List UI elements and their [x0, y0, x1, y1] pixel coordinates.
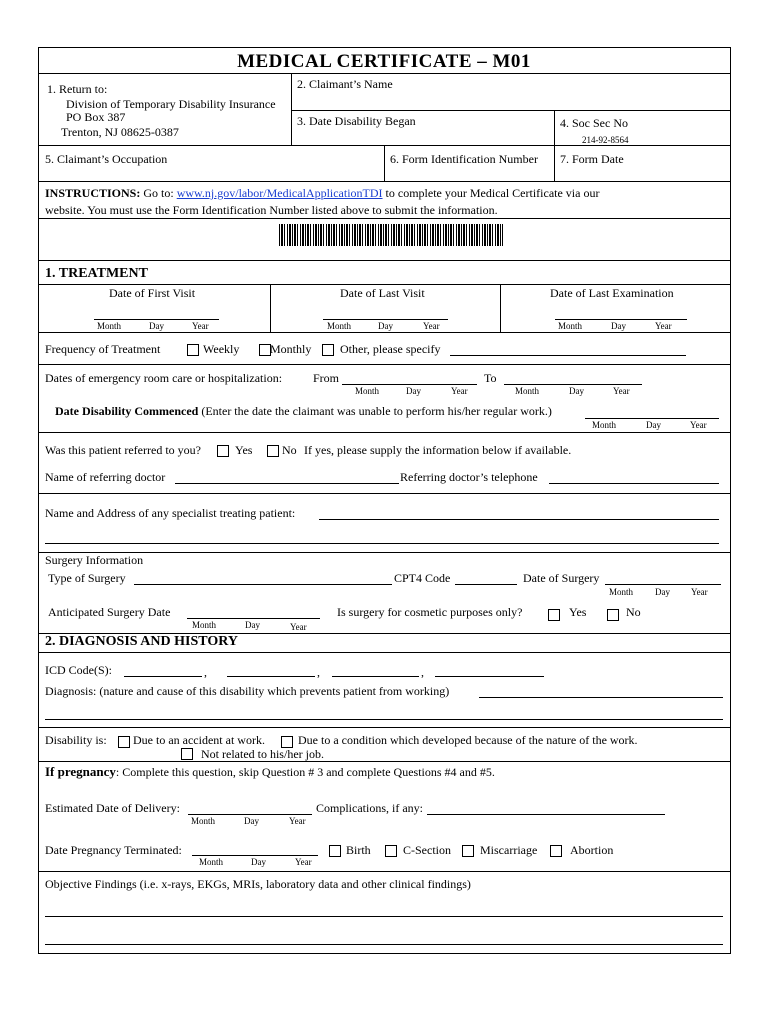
csection-label: C-Section: [403, 843, 451, 857]
miscarriage-checkbox[interactable]: [462, 845, 474, 857]
er-to-input[interactable]: [504, 384, 642, 385]
referred-yes-checkbox[interactable]: [217, 445, 229, 457]
other-label: Other, please specify: [340, 342, 441, 356]
pregnancy-text: [45, 764, 495, 780]
objective-findings-line-2[interactable]: [45, 944, 723, 945]
diagnosis-input-line-2[interactable]: [45, 719, 723, 720]
cpt4-input[interactable]: [455, 584, 517, 585]
date-part-label: Month: [515, 386, 540, 396]
surgery-type-input[interactable]: [134, 584, 392, 585]
date-part-label: Month: [609, 587, 634, 597]
return-to-line-2: PO Box 387: [66, 110, 126, 124]
cosmetic-no-checkbox[interactable]: [607, 609, 619, 621]
disability-is-label: Disability is:: [45, 733, 107, 747]
date-part-label: Month: [199, 857, 224, 867]
er-label: Dates of emergency room care or hospitalization:: [45, 371, 283, 385]
date-part-label: Month: [192, 620, 217, 630]
objective-findings-line-1[interactable]: [45, 916, 723, 917]
delivery-label: Estimated Date of Delivery:: [45, 801, 180, 815]
form-barcode: [279, 224, 503, 246]
date-disability-began-field[interactable]: 3. Date Disability Began: [297, 114, 416, 128]
surgery-date-label: Date of Surgery: [523, 571, 600, 585]
instructions-goto: Go to:: [140, 186, 177, 200]
icd-input-4[interactable]: [435, 676, 544, 677]
er-from-label: From: [313, 371, 340, 385]
er-from-input[interactable]: [342, 384, 477, 385]
anticipated-label: Anticipated Surgery Date: [48, 605, 171, 619]
icd-comma: ,: [317, 665, 320, 679]
date-part-label: Day: [569, 386, 584, 396]
pregnancy-label: If pregnancy: [45, 764, 116, 779]
date-part-label: Day: [611, 321, 626, 331]
abortion-label: Abortion: [570, 843, 614, 857]
referring-phone-input[interactable]: [549, 483, 719, 484]
instructions-line-2: website. You must use the Form Identification Number listed above to submit the information.: [45, 203, 498, 217]
referred-yes-label: Yes: [235, 443, 253, 457]
date-part-label: Year: [290, 622, 307, 632]
csection-checkbox[interactable]: [385, 845, 397, 857]
icd-comma: ,: [204, 665, 207, 679]
abortion-checkbox[interactable]: [550, 845, 562, 857]
last-visit-input[interactable]: [323, 319, 448, 320]
date-part-label: Month: [97, 321, 122, 331]
miscarriage-label: Miscarriage: [480, 843, 538, 857]
icd-label: ICD Code(S):: [45, 663, 112, 677]
date-part-label: Year: [691, 587, 708, 597]
delivery-input[interactable]: [188, 814, 312, 815]
pregnancy-note: : Complete this question, skip Question # 3 and complete Questions #4 and #5.: [115, 765, 495, 779]
cosmetic-no-label: No: [626, 605, 641, 619]
icd-comma: ,: [421, 665, 424, 679]
date-part-label: Month: [327, 321, 352, 331]
referred-question: Was this patient referred to you?: [45, 443, 201, 457]
specialist-input-line-2[interactable]: [45, 543, 719, 544]
er-to-label: To: [484, 371, 497, 385]
commenced-text: [55, 404, 552, 419]
referring-doctor-label: Name of referring doctor: [45, 470, 166, 484]
terminated-label: Date Pregnancy Terminated:: [45, 843, 182, 857]
occupation-field[interactable]: 5. Claimant’s Occupation: [45, 152, 168, 166]
date-part-label: Day: [655, 587, 670, 597]
treatment-heading: 1. TREATMENT: [45, 266, 148, 281]
referring-phone-label: Referring doctor’s telephone: [400, 470, 538, 484]
anticipated-input[interactable]: [187, 618, 320, 619]
instructions-after: to complete your Medical Certificate via our: [382, 186, 600, 200]
other-specify-input[interactable]: [450, 355, 686, 356]
birth-label: Birth: [346, 843, 371, 857]
frequency-label: Frequency of Treatment: [45, 342, 161, 356]
weekly-checkbox[interactable]: [187, 344, 199, 356]
monthly-label: Monthly: [270, 342, 312, 356]
date-part-label: Year: [655, 321, 672, 331]
date-part-label: Year: [690, 420, 707, 430]
claimant-name-field[interactable]: 2. Claimant’s Name: [297, 77, 393, 91]
date-part-label: Year: [192, 321, 209, 331]
complications-label: Complications, if any:: [316, 801, 423, 815]
soc-sec-value: 214-92-8564: [582, 135, 629, 145]
cpt4-label: CPT4 Code: [394, 571, 451, 585]
date-part-label: Day: [245, 620, 260, 630]
date-part-label: Month: [191, 816, 216, 826]
first-visit-input[interactable]: [94, 319, 219, 320]
cosmetic-question: Is surgery for cosmetic purposes only?: [337, 605, 523, 619]
icd-input-2[interactable]: [227, 676, 315, 677]
date-part-label: Month: [592, 420, 617, 430]
date-part-label: Day: [406, 386, 421, 396]
commenced-label: Date Disability Commenced: [55, 404, 199, 418]
surgery-date-input[interactable]: [605, 584, 721, 585]
last-exam-label: Date of Last Examination: [550, 286, 674, 300]
date-part-label: Year: [613, 386, 630, 396]
surgery-type-label: Type of Surgery: [48, 571, 126, 585]
complications-input[interactable]: [427, 814, 665, 815]
referred-no-checkbox[interactable]: [267, 445, 279, 457]
icd-input-3[interactable]: [332, 676, 419, 677]
soc-sec-label: 4. Soc Sec No: [560, 116, 628, 130]
not-related-label: Not related to his/her job.: [201, 747, 324, 761]
date-part-label: Year: [295, 857, 312, 867]
birth-checkbox[interactable]: [329, 845, 341, 857]
date-part-label: Year: [451, 386, 468, 396]
condition-label: Due to a condition which developed because of the nature of the work.: [298, 733, 638, 747]
form-date-field[interactable]: 7. Form Date: [560, 152, 624, 166]
referred-note: If yes, please supply the information below if available.: [304, 443, 572, 457]
other-checkbox[interactable]: [322, 344, 334, 356]
terminated-input[interactable]: [192, 855, 318, 856]
accident-checkbox[interactable]: [118, 736, 130, 748]
specialist-label: Name and Address of any specialist treating patient:: [45, 506, 296, 520]
last-exam-input[interactable]: [555, 319, 687, 320]
date-part-label: Day: [378, 321, 393, 331]
not-related-checkbox[interactable]: [181, 748, 193, 760]
objective-findings-label: Objective Findings (i.e. x-rays, EKGs, MRIs, laboratory data and other clinical findings): [45, 877, 471, 891]
specialist-input-line-1[interactable]: [319, 519, 719, 520]
form-id-field[interactable]: 6. Form Identification Number: [390, 152, 538, 166]
medical-application-link[interactable]: www.nj.gov/labor/MedicalApplicationTDI: [176, 186, 383, 200]
weekly-label: Weekly: [203, 342, 240, 356]
date-part-label: Year: [289, 816, 306, 826]
referred-no-label: No: [282, 443, 297, 457]
first-visit-label: Date of First Visit: [109, 286, 196, 300]
diagnosis-input-line-1[interactable]: [479, 697, 723, 698]
date-part-label: Day: [244, 816, 259, 826]
cosmetic-yes-label: Yes: [569, 605, 587, 619]
return-to-line-3: Trenton, NJ 08625-0387: [61, 125, 179, 139]
commenced-input[interactable]: [585, 418, 719, 419]
form-title: MEDICAL CERTIFICATE – M01: [237, 51, 531, 72]
accident-label: Due to an accident at work.: [133, 733, 265, 747]
cosmetic-yes-checkbox[interactable]: [548, 609, 560, 621]
commenced-note: (Enter the date the claimant was unable to perform his/her regular work.): [198, 404, 552, 418]
surgery-info-label: Surgery Information: [45, 553, 144, 567]
icd-input-1[interactable]: [124, 676, 202, 677]
date-part-label: Year: [423, 321, 440, 331]
date-part-label: Day: [251, 857, 266, 867]
date-part-label: Day: [149, 321, 164, 331]
return-to-label: 1. Return to:: [47, 82, 108, 96]
diagnosis-heading: 2. DIAGNOSIS AND HISTORY: [45, 634, 238, 649]
medical-certificate-form: [38, 47, 731, 954]
date-part-label: Month: [355, 386, 380, 396]
date-part-label: Month: [558, 321, 583, 331]
referring-doctor-input[interactable]: [175, 483, 399, 484]
last-visit-label: Date of Last Visit: [340, 286, 425, 300]
diagnosis-label: Diagnosis: (nature and cause of this disability which prevents patient from working): [45, 684, 450, 698]
instructions-label: INSTRUCTIONS:: [45, 186, 141, 200]
date-part-label: Day: [646, 420, 661, 430]
instructions-text: [45, 186, 599, 201]
return-to-line-1: Division of Temporary Disability Insurance: [66, 97, 276, 111]
